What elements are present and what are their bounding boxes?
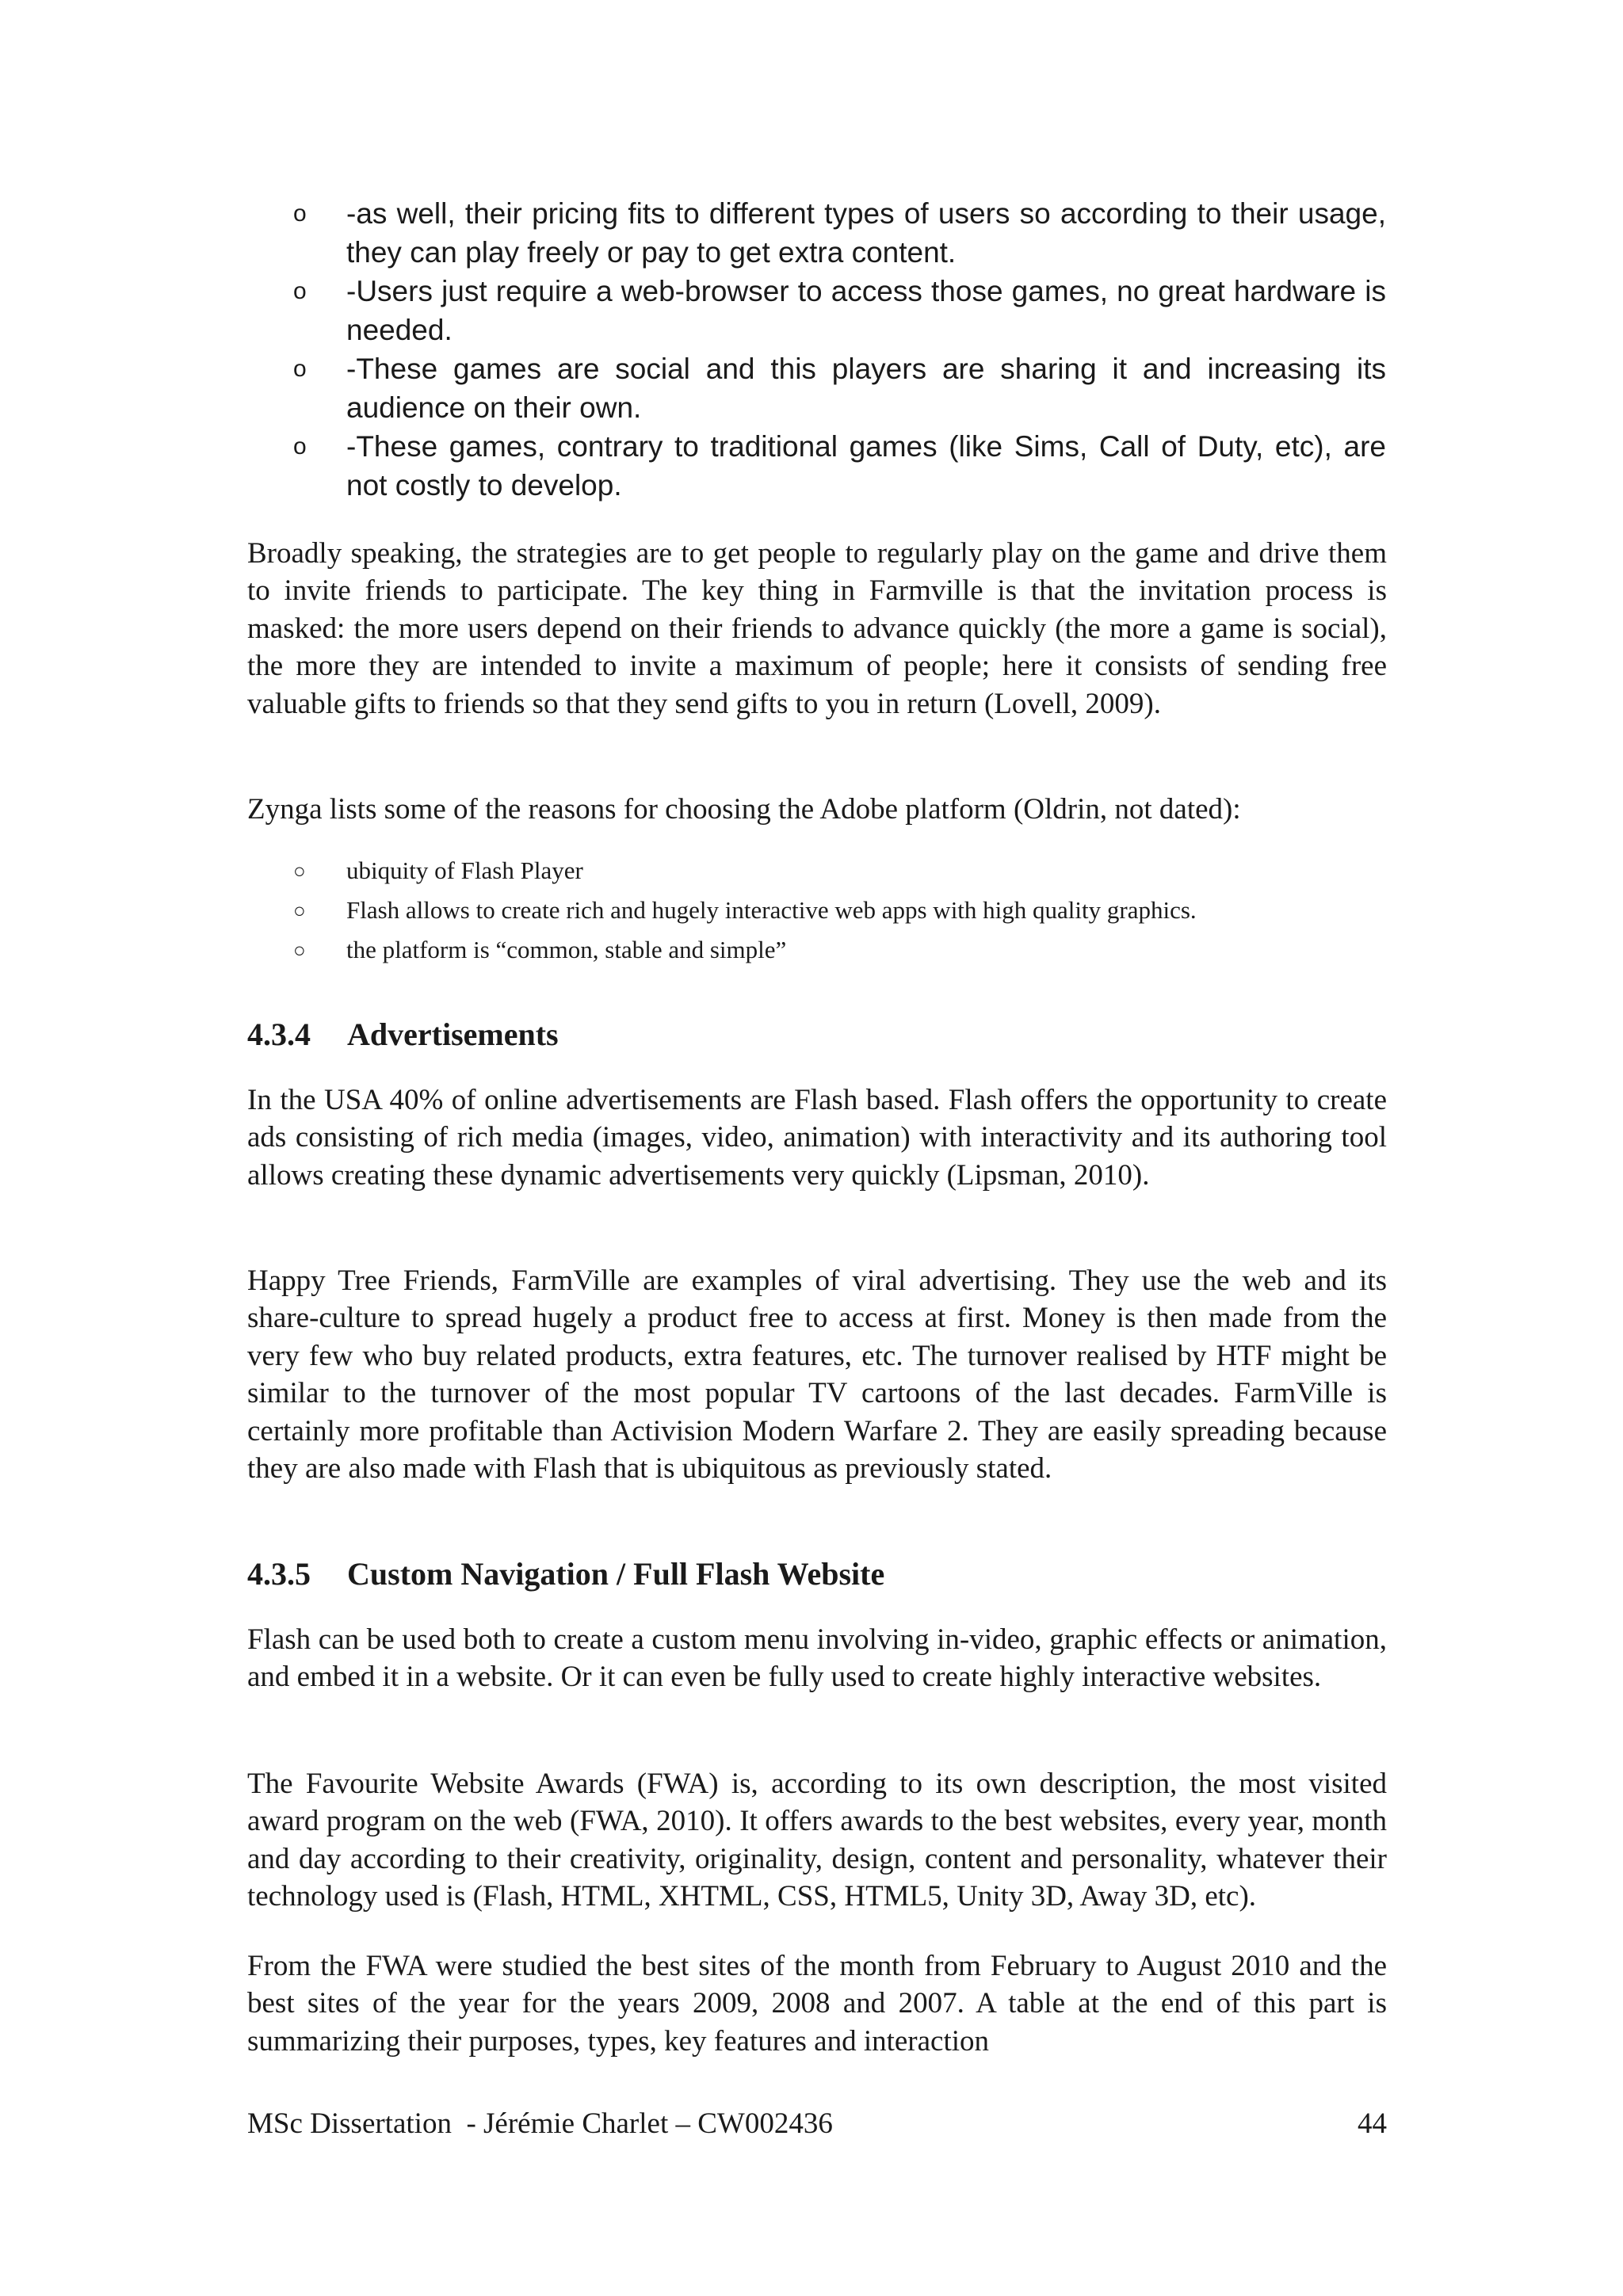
section-title: Custom Navigation / Full Flash Website [347,1556,885,1592]
paragraph-viral-advertising: Happy Tree Friends, FarmVille are examples of viral advertising. They use the web and its share-culture to spread hugely a product free to access at first. Money is then made from the very few who buy related products, extra features, etc. The turnover realised by HTF might be similar to the turnover of the most popular TV cartoons of the last decades. FarmVille is certainly more profitable than Activision Modern Warfare 2. They are easily spreading because they are also made with Flash that is ubiquitous as previously stated. [247,1264,1387,1486]
page-footer [247,2105,1387,2142]
list-item: ○ ubiquity of Flash Player [291,851,1386,891]
list-item: o -These games, contrary to traditional games (like Sims, Call of Duty, etc), are not costly to develop. [291,427,1386,505]
bullet-marker: ○ [293,898,306,922]
footer-title: MSc Dissertation - Jérémie Charlet – CW002436 [247,2107,833,2140]
paragraph-fwa: The Favourite Website Awards (FWA) is, according to its own description, the most visited award program on the web (FWA, 2010). It offers awards to the best websites, every year, month and day according to their creativity, originality, design, content and personality, whatever their technology used is (Flash, HTML, XHTML, CSS, HTML5, Unity 3D, Away 3D, etc). [247,1768,1387,1913]
page-number: 44 [1358,2107,1387,2140]
list-item: ○ Flash allows to create rich and hugely interactive web apps with high quality graphics. [291,891,1386,930]
paragraph-ads-flash: In the USA 40% of online advertisements are Flash based. Flash offers the opportunity to create ads consisting of rich media (images, video, animation) with interactivity and its authoring tool allows creating these dynamic advertisements very quickly (Lipsman, 2010). [247,1084,1387,1192]
bullet-marker: ○ [293,938,306,962]
section-title: Advertisements [347,1016,559,1052]
list-item: o -These games are social and this players are sharing it and increasing its audience on their own. [291,349,1386,427]
bullet-marker: o [293,278,307,304]
section-number: 4.3.5 [247,1556,311,1592]
bullet-marker: o [293,433,307,460]
paragraph-custom-menu: Flash can be used both to create a custom menu involving in-video, graphic effects or animation, and embed it in a website. Or it can even be fully used to create highly interactive websites. [247,1623,1387,1694]
game-advantages-list [291,194,1386,505]
paragraph-zynga-intro: Zynga lists some of the reasons for choosing the Adobe platform (Oldrin, not dated): [247,793,1241,826]
list-item: o -as well, their pricing fits to different types of users so according to their usage, they can play freely or pay to get extra content. [291,194,1386,272]
list-item: ○ the platform is “common, stable and simple” [291,930,1386,970]
section-heading-advertisements [247,1015,559,1055]
section-number: 4.3.4 [247,1016,311,1052]
bullet-marker: ○ [293,859,306,883]
bullet-marker: o [293,356,307,382]
bullet-marker: o [293,200,307,227]
list-item: o -Users just require a web-browser to access those games, no great hardware is needed. [291,272,1386,349]
zynga-reasons-list [291,851,1386,970]
section-heading-custom-navigation [247,1554,884,1594]
paragraph-fwa-study: From the FWA were studied the best sites of the month from February to August 2010 and the best sites of the year for the years 2009, 2008 and 2007. A table at the end of this part is summarizing their purposes, types, key features and interaction [247,1950,1387,2058]
paragraph-strategies: Broadly speaking, the strategies are to get people to regularly play on the game and drive them to invite friends to participate. The key thing in Farmville is that the invitation process is masked: the more users depend on their friends to advance quickly (the more a game is social), the more they are intended to invite a maximum of people; here it consists of sending free valuable gifts to friends so that they send gifts to you in return (Lovell, 2009). [247,537,1387,720]
